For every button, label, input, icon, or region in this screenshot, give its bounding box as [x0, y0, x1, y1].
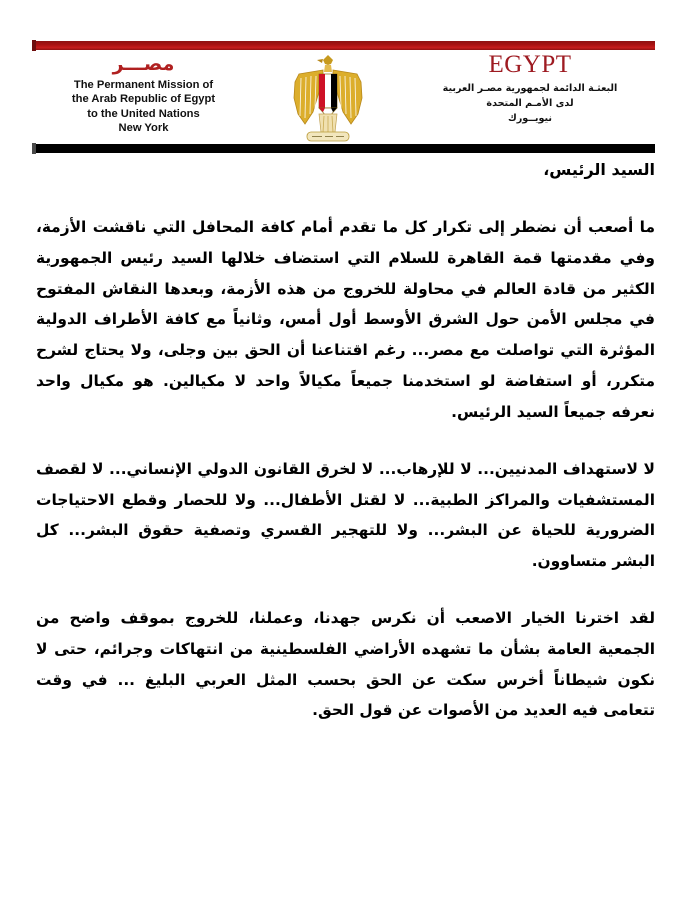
- letterhead-english-mission-name: [36, 78, 251, 136]
- letter-paragraph-1: ما أصعب أن نضطر إلى تكرار كل ما تقدم أمام كافة المحافل التي ناقشت الأزمة، وفي مقدمتها قمة القاهرة للسلام التي استضاف خلالها السيد رئيس الجمهورية الكثير من قادة العالم في محاولة للخروج من هذه الأزمة، وبعدها النقاش المفتوح في مجلس الأمن حول الشرق الأوسط أول أمس، وثانياً مع كافة الأطراف الدولية المؤثرة التي تواصلت مع مصر... رغم اقتناعنا أن الحق بين وجلى، ولا يحتاج لشرح متكرر، أو استفاضة لو استخدمنا جميعاً مكيالاً واحد لا مكيالين. هو مكيال واحد نعرفه جميعاً السيد الرئيس.: [36, 218, 655, 421]
- letterhead-left-block: [36, 52, 251, 136]
- letterhead-english-line-4: New York: [118, 122, 169, 135]
- letter-paragraph-3: لقد اخترنا الخيار الاصعب أن نكرس جهدنا، وعملنا، للخروج بموقف واضح من الجمعية العامة بشأن ما تشهده الأراضي الفلسطينية من انتهاكات وجرائم، حتى لا نكون شيطاناً أخرس سكت عن الحق بحسب المثل العربي البليغ ... في وقت تتعامى فيه العديد من الأصوات عن قول الحق.: [36, 608, 655, 720]
- letterhead-bottom-rule: [36, 144, 655, 153]
- letterhead-egypt-title: EGYPT: [488, 51, 572, 78]
- letter-paragraph-2: لا لاستهداف المدنيين... لا للإرهاب... لا لخرق القانون الدولي الإنساني... لا لقصف المستشفيات والمراكز الطبية... لا لقتل الأطفال... ولا للحصار وقطع الاحتياجات الضرورية للحياة عن البشر... ولا للتهجير القسري وتصفية حقوق البشر... كل البشر متساوون.: [36, 459, 655, 571]
- letterhead-top-rule: [36, 41, 655, 50]
- eagle-of-saladin-emblem: [289, 52, 367, 144]
- letterhead-arabic-mission-name: [405, 82, 655, 127]
- letter-salutation: السيد الرئيس،: [543, 160, 655, 179]
- letterhead-right-block: [405, 52, 655, 127]
- letterhead-english-line-1: The Permanent Mission of: [73, 78, 214, 91]
- letterhead-arabic-line-1: البعثـة الدائمة لجمهورية مصـر العربية: [442, 83, 618, 95]
- letterhead-arabic-line-2: لدى الأمـم المتحدة: [486, 98, 574, 110]
- letterhead-center-block: [273, 52, 383, 144]
- letter-body: [36, 212, 655, 752]
- letterhead: [36, 52, 655, 144]
- letterhead-english-line-3: to the United Nations: [87, 107, 200, 120]
- letterhead-english-line-2: the Arab Republic of Egypt: [71, 93, 216, 106]
- letterhead-arabic-line-3: نيويــورك: [507, 112, 553, 124]
- letterhead-arabic-country-name: مصـــر: [112, 53, 175, 75]
